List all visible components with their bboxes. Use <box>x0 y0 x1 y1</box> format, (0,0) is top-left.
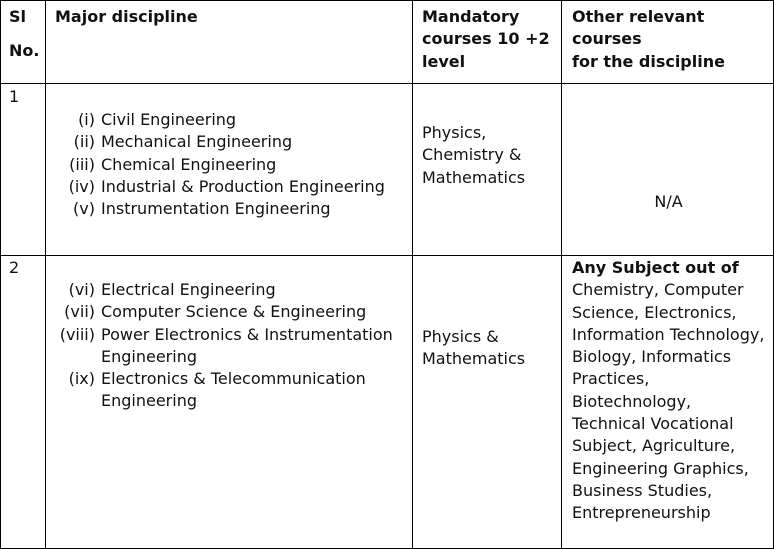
row-divider <box>1 255 773 256</box>
header-mandatory-line: courses 10 +2 <box>422 29 550 49</box>
header-sl: Sl <box>9 7 27 26</box>
row-2-disciplines <box>55 279 410 413</box>
other-line: Practices, <box>572 369 650 389</box>
other-line: Information Technology, <box>572 324 765 344</box>
other-line: Engineering Graphics, <box>572 458 749 478</box>
row-2-mandatory <box>422 326 558 371</box>
other-line: Entrepreneurship <box>572 503 711 523</box>
other-line: Business Studies, <box>572 480 713 500</box>
list-item: (iv) Industrial & Production Engineering <box>68 176 385 196</box>
row-divider <box>1 83 773 84</box>
other-line: Biology, Informatics <box>572 347 732 367</box>
list-item: (viii) Power Electronics & Instrumentation Engineering <box>59 324 393 366</box>
list-item: (ix) Electronics & Telecommunication Engineering <box>68 369 366 411</box>
other-line: Science, Electronics, <box>572 302 737 322</box>
list-item: (vi) Electrical Engineering <box>68 280 276 299</box>
row-1-other: N/A <box>654 192 683 211</box>
other-heading: Any Subject out of <box>572 258 739 277</box>
list-item: (vii) Computer Science & Engineering <box>64 302 367 322</box>
other-line: Chemistry, Computer <box>572 280 744 300</box>
other-line: Subject, Agriculture, <box>572 436 736 456</box>
header-mandatory-line: level <box>422 51 466 71</box>
list-item: (v) Instrumentation Engineering <box>73 199 331 219</box>
header-sl-no <box>9 6 43 63</box>
other-line: Biotechnology, <box>572 391 692 411</box>
row-1-disciplines <box>55 109 410 220</box>
other-line: Technical Vocational <box>572 414 734 434</box>
header-no: No. <box>9 41 40 61</box>
header-major-discipline: Major discipline <box>55 7 198 26</box>
mandatory-line: Chemistry & <box>422 145 522 165</box>
list-item: (ii) Mechanical Engineering <box>73 132 293 152</box>
mandatory-line: Physics & <box>422 327 499 346</box>
list-item: (i) Civil Engineering <box>78 110 237 129</box>
row-2-sl: 2 <box>9 258 20 277</box>
header-other-line: Other relevant courses <box>572 7 705 49</box>
header-mandatory-courses <box>422 6 558 73</box>
mandatory-line: Mathematics <box>422 349 526 369</box>
mandatory-line: Mathematics <box>422 167 526 187</box>
row-1-sl: 1 <box>9 87 20 106</box>
mandatory-line: Physics, <box>422 123 487 142</box>
row-1-mandatory <box>422 122 558 189</box>
row-2-other <box>572 257 774 525</box>
list-item: (iii) Chemical Engineering <box>69 154 277 174</box>
header-other-courses <box>572 6 772 73</box>
header-mandatory-line: Mandatory <box>422 7 520 26</box>
header-other-line: for the discipline <box>572 51 725 71</box>
